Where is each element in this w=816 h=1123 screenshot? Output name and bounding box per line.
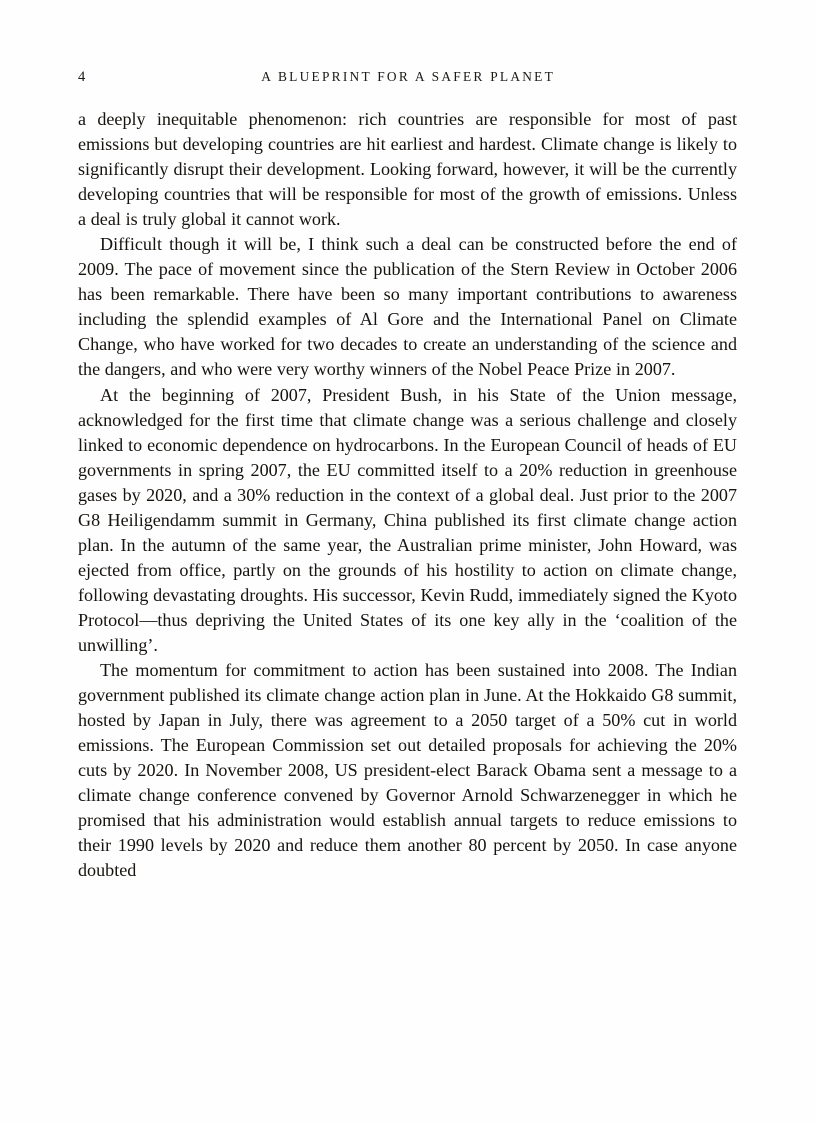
paragraph: At the beginning of 2007, President Bush, in his State of the Union message, acknowledged for the first time that climate change was a serious challenge and closely linked to economic dependence on hydrocarbons. In the European Council of heads of EU governments in spring 2007, the EU committed itself to a 20% reduction in greenhouse gases by 2020, and a 30% reduction in the context of a global deal. Just prior to the 2007 G8 Heiligendamm summit in Germany, China published its first climate change action plan. In the autumn of the same year, the Australian prime minister, John Howard, was ejected from office, partly on the grounds of his hostility to action on climate change, following devastating droughts. His successor, Kevin Rudd, immediately signed the Kyoto Protocol—thus depriving the United States of its one key ally in the ‘coalition of the unwilling’. [78,384,737,655]
running-header [78,66,736,88]
page-number: 4 [78,69,86,85]
paragraph: Difficult though it will be, I think such a deal can be constructed before the end of 2009. The pace of movement since the publication of the Stern Review in October 2006 has been remarkable. There have been so many important contributions to awareness including the splendid examples of Al Gore and the International Panel on Climate Change, who have worked for two decades to create an understanding of the science and the dangers, and who were very worthy winners of the Nobel Peace Prize in 2007. [78,234,737,380]
paragraph: The momentum for commitment to action has been sustained into 2008. The Indian government published its climate change action plan in June. At the Hokkaido G8 summit, hosted by Japan in July, there was agreement to a 2050 target of a 50% cut in world emissions. The European Commission set out detailed proposals for achieving the 20% cuts by 2020. In November 2008, US president-elect Barack Obama sent a message to a climate change conference convened by Governor Arnold Schwarzenegger in which he promised that his administration would establish annual targets to reduce emissions to their 1990 levels by 2020 and reduce them another 80 percent by 2050. In case anyone doubted [78,660,737,881]
paragraph: a deeply inequitable phenomenon: rich countries are responsible for most of past emissions but developing countries are hit earliest and hardest. Climate change is likely to significantly disrupt their development. Looking forward, however, it will be the currently developing countries that will be responsible for most of the growth of emissions. Unless a deal is truly global it cannot work. [78,109,737,230]
running-title: A BLUEPRINT FOR A SAFER PLANET [261,69,556,84]
body-text-block [78,107,737,883]
